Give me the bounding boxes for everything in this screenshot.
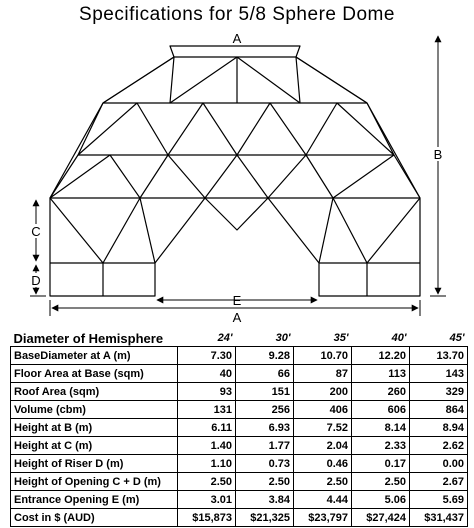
label-a: A <box>232 31 242 46</box>
page-title: Specifications for 5/8 Sphere Dome <box>79 4 395 25</box>
row-value: 200 <box>294 383 352 401</box>
row-value: $31,437 <box>410 509 468 527</box>
table-row <box>11 509 468 527</box>
row-value: 329 <box>410 383 468 401</box>
row-value: 10.70 <box>294 347 352 365</box>
row-value: 113 <box>352 365 410 383</box>
label-b: B <box>433 147 443 162</box>
label-d: D <box>31 273 41 288</box>
row-value: 9.28 <box>236 347 294 365</box>
row-value: 864 <box>410 401 468 419</box>
table-row <box>11 473 468 491</box>
row-label: Volume (cbm) <box>11 401 178 419</box>
row-value: 1.77 <box>236 437 294 455</box>
row-value: 2.50 <box>352 473 410 491</box>
size-header: 30' <box>275 332 291 344</box>
row-value: 1.40 <box>178 437 236 455</box>
row-label: Height at C (m) <box>11 437 178 455</box>
row-label: Height at B (m) <box>11 419 178 437</box>
row-value: 260 <box>352 383 410 401</box>
row-value: 0.73 <box>236 455 294 473</box>
row-value: 7.30 <box>178 347 236 365</box>
row-value: 8.94 <box>410 419 468 437</box>
row-label: Height of Opening C + D (m) <box>11 473 178 491</box>
row-value: 8.14 <box>352 419 410 437</box>
row-value: 3.01 <box>178 491 236 509</box>
row-value: 143 <box>410 365 468 383</box>
row-value: 6.11 <box>178 419 236 437</box>
row-label: Cost in $ (AUD) <box>11 509 178 527</box>
row-value: 151 <box>236 383 294 401</box>
table-row <box>11 419 468 437</box>
row-label: BaseDiameter at A (m) <box>11 347 178 365</box>
size-header: 35' <box>333 332 349 344</box>
row-value: 2.04 <box>294 437 352 455</box>
row-value: 5.06 <box>352 491 410 509</box>
row-value: $21,325 <box>236 509 294 527</box>
row-value: 406 <box>294 401 352 419</box>
table-row <box>11 365 468 383</box>
table-row <box>11 437 468 455</box>
row-label: Height of Riser D (m) <box>11 455 178 473</box>
table-row <box>11 455 468 473</box>
dome-frame <box>50 46 420 296</box>
table-row <box>11 401 468 419</box>
row-value: 5.69 <box>410 491 468 509</box>
table-header-title: Diameter of Hemisphere <box>13 330 164 346</box>
dimension-lines <box>30 36 446 316</box>
row-value: 3.84 <box>236 491 294 509</box>
specifications-table <box>10 330 468 527</box>
table-header-row <box>11 330 468 347</box>
row-value: 2.50 <box>178 473 236 491</box>
row-value: $23,797 <box>294 509 352 527</box>
label-a: A <box>232 310 242 325</box>
row-value: $15,873 <box>178 509 236 527</box>
row-value: 131 <box>178 401 236 419</box>
row-value: 1.10 <box>178 455 236 473</box>
row-value: 12.20 <box>352 347 410 365</box>
row-value: 87 <box>294 365 352 383</box>
row-value: 40 <box>178 365 236 383</box>
table-body <box>11 347 468 527</box>
row-value: 6.93 <box>236 419 294 437</box>
size-header: 24' <box>217 332 233 344</box>
table-row <box>11 491 468 509</box>
size-header: 45' <box>449 332 465 344</box>
row-label: Roof Area (sqm) <box>11 383 178 401</box>
row-value: 4.44 <box>294 491 352 509</box>
label-e: E <box>232 293 242 308</box>
row-value: 2.62 <box>410 437 468 455</box>
row-value: 0.17 <box>352 455 410 473</box>
row-value: 93 <box>178 383 236 401</box>
row-value: 7.52 <box>294 419 352 437</box>
row-value: $27,424 <box>352 509 410 527</box>
table-row <box>11 347 468 365</box>
row-value: 2.50 <box>294 473 352 491</box>
row-value: 13.70 <box>410 347 468 365</box>
row-value: 66 <box>236 365 294 383</box>
row-value: 606 <box>352 401 410 419</box>
size-header: 40' <box>391 332 407 344</box>
row-label: Entrance Opening E (m) <box>11 491 178 509</box>
row-value: 2.50 <box>236 473 294 491</box>
row-label: Floor Area at Base (sqm) <box>11 365 178 383</box>
row-value: 0.00 <box>410 455 468 473</box>
row-value: 0.46 <box>294 455 352 473</box>
label-c: C <box>31 224 41 239</box>
row-value: 256 <box>236 401 294 419</box>
row-value: 2.33 <box>352 437 410 455</box>
table-row <box>11 383 468 401</box>
row-value: 2.67 <box>410 473 468 491</box>
